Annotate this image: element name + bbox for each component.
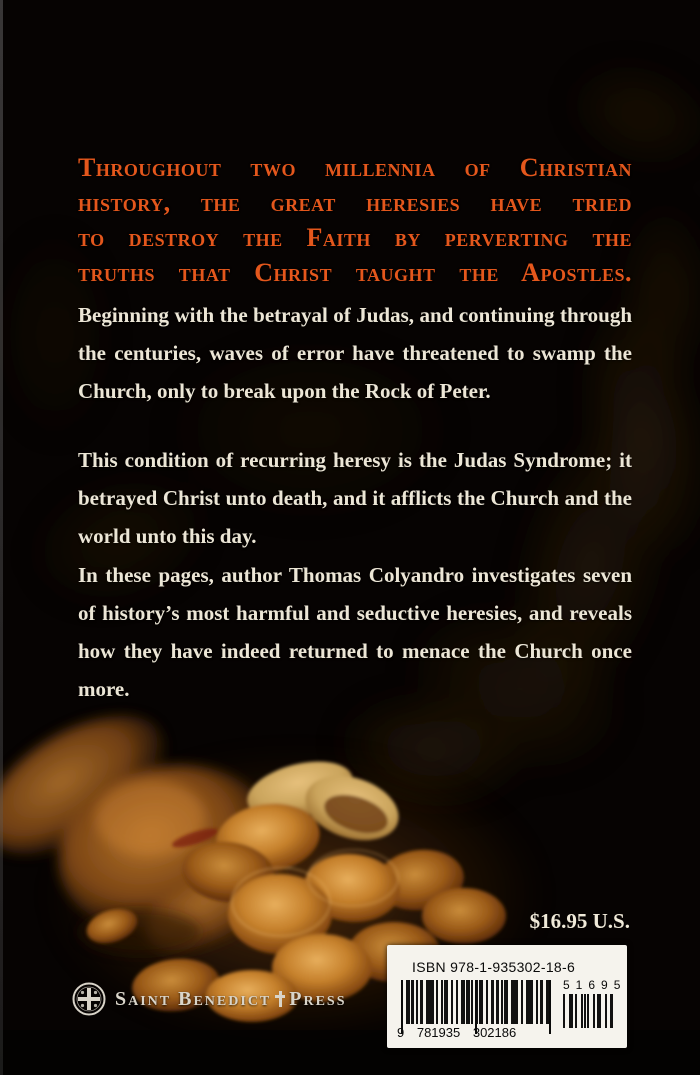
- headline-line: to destroy the Faith by perverting the: [78, 223, 632, 252]
- headline-line: history, the great heresies have tried: [78, 188, 632, 217]
- publisher-name: [115, 988, 347, 1011]
- publisher-name-main: Saint Benedict: [115, 987, 272, 1010]
- price: $16.95 U.S.: [529, 909, 630, 933]
- isbn-label: ISBN 978-1-935302-18-6: [412, 959, 576, 975]
- paragraph-author: In these pages, author Thomas Colyandro investigates seven of history’s most harmful and seductive heresies, and reveals how they have indeed returned to menace the Church once more.: [78, 563, 632, 701]
- headline-line: Throughout two millennia of Christian: [78, 153, 632, 182]
- paragraph-judas-syndrome: This condition of recurring heresy is the Judas Syndrome; it betrayed Christ unto death, and it afflicts the Church and the world unto this day.: [78, 448, 632, 548]
- ean-digits: 9 781935 302186: [397, 1025, 517, 1040]
- publisher-name-suffix: Press: [289, 987, 347, 1010]
- supplement-barcode-bars: [563, 994, 613, 1028]
- cross-icon: [275, 990, 285, 1008]
- supplement-digits: 51695: [563, 978, 627, 992]
- headline: [78, 150, 632, 290]
- publisher-medal-icon: [70, 980, 108, 1018]
- publisher-logo: [70, 980, 347, 1018]
- barcode: [387, 945, 627, 1048]
- paragraph-betrayal: Beginning with the betrayal of Judas, and continuing through the centuries, waves of error have threatened to swamp the Church, only to break upon the Rock of Peter.: [78, 303, 632, 403]
- headline-line: truths that Christ taught the Apostles.: [78, 258, 632, 287]
